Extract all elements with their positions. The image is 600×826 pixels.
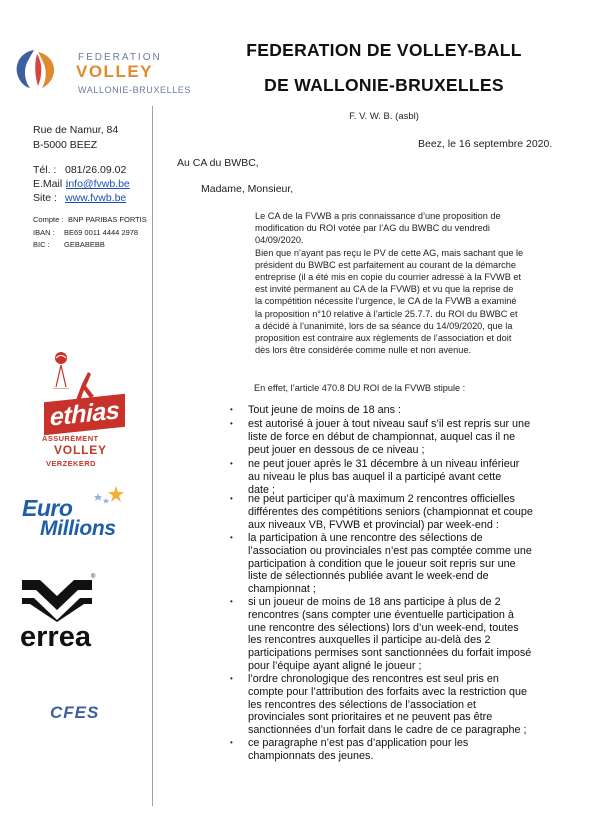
letter-paragraph-2: En effet, l’article 470.8 DU ROI de la FVWB stipule : bbox=[254, 383, 466, 393]
bullet-line: au niveau le plus bas auquel il a participé avant cette bbox=[248, 470, 502, 483]
letter-subtitle: F. V. W. B. (asbl) bbox=[349, 111, 419, 122]
bullet-line: participations permises sont sanctionnées du forfait imposé bbox=[248, 647, 532, 660]
paragraph-line: dès lors être considérée comme nulle et non avenue. bbox=[255, 345, 472, 356]
bullet-line: championnat ; bbox=[248, 583, 316, 596]
bullet-line: liste de sélectionnés publiée avant le week-end de bbox=[248, 570, 489, 583]
bullet-line: les rencontres des sélections de l’association et bbox=[248, 698, 477, 711]
bullet-line: une rencontre des sélections) lors d’un week-end, toutes bbox=[248, 621, 519, 634]
paragraph-line: entreprise (il a été mis en copie du courrier adressé à la FVWB et bbox=[255, 272, 522, 283]
bullet-line: ne peut jouer après le 31 décembre à un niveau inférieur bbox=[248, 458, 520, 470]
bullet-line: compte pour l’attribution des forfaits avec la restriction que bbox=[248, 685, 528, 698]
bullet-line: aux niveaux VB, FVWB et provincial) par week-end : bbox=[248, 518, 499, 531]
logo-volley-text: VOLLEY bbox=[76, 62, 154, 81]
euromillions-logo-line2: Millions bbox=[40, 517, 116, 540]
bullet-line: rencontres (sans compter une éventuelle participation à bbox=[248, 608, 514, 621]
ethias-logo: ethias bbox=[44, 394, 125, 436]
ethias-tagline-1: ASSURÉMENT bbox=[42, 434, 99, 443]
registered-mark-icon: ® bbox=[91, 574, 96, 580]
fvwb-logo-icon bbox=[12, 46, 62, 90]
volleyball-icon bbox=[50, 349, 72, 394]
errea-logo: errea bbox=[20, 621, 91, 653]
email-label: E.Mail : bbox=[33, 178, 69, 190]
bullet-line: championnats des jeunes. bbox=[248, 749, 374, 762]
address-city: B-5000 BEEZ bbox=[33, 139, 98, 151]
bullet-dot: • bbox=[230, 494, 233, 503]
bullet-line: participation à condition que le joueur soit repris sur une bbox=[248, 557, 516, 570]
bic-value: GEBABEBB bbox=[64, 240, 105, 249]
paragraph-line: est invité permanent au CA de la FVWB) et vu que la reprise de bbox=[255, 284, 514, 295]
bullet-dot: • bbox=[230, 459, 233, 468]
paragraph-line: a décidé à l’unanimité, lors de sa séance du 14/09/2020, que la bbox=[255, 320, 513, 331]
letter-title-line2: DE WALLONIE-BRUXELLES bbox=[264, 75, 504, 95]
site-label: Site : bbox=[33, 192, 57, 204]
bullet-line: la participation à une rencontre des sélections de bbox=[248, 532, 483, 544]
ethias-tagline-2: VOLLEY bbox=[54, 443, 107, 457]
address-street: Rue de Namur, 84 bbox=[33, 124, 119, 136]
logo-federation-text: FEDERATION bbox=[78, 52, 162, 63]
paragraph-line: Bien que n’ayant pas reçu le PV de cette AG, mais sachant que le bbox=[255, 247, 524, 258]
bullet-line: peut jouer en dessous de ce niveau ; bbox=[248, 443, 425, 456]
compte-label: Compte : bbox=[33, 215, 64, 224]
letter-paragraph-1 bbox=[255, 210, 595, 356]
paragraph-line: la proposition n°10 relative à l’article 25.7.7. du ROI du BWBC et bbox=[255, 308, 518, 319]
bullet-line: sanctionnées d’un forfait dans le cadre de ce paragraphe ; bbox=[248, 724, 527, 737]
letter-title-line1: FEDERATION DE VOLLEY-BALL bbox=[246, 40, 522, 60]
bullet-line: si un joueur de moins de 18 ans participe à plus de 2 bbox=[248, 596, 501, 608]
cfes-logo: CFES bbox=[50, 703, 100, 722]
bullet-line: l’association ou provinciales n’est pas comptée comme une bbox=[248, 544, 532, 557]
bullet-line: ne peut participer qu’à maximum 2 rencontres officielles bbox=[248, 493, 515, 505]
bic-label: BIC : bbox=[33, 240, 50, 249]
sidebar-divider bbox=[152, 106, 153, 806]
bullet-dot: • bbox=[230, 597, 233, 606]
bullet-dot: • bbox=[230, 405, 233, 414]
tel-label: Tél. : bbox=[33, 164, 57, 176]
bullet-line: date ; bbox=[248, 483, 276, 496]
bullet-dot: • bbox=[230, 738, 233, 747]
bullet-line: liste de force en début de championnat, auquel cas il ne bbox=[248, 430, 516, 443]
bullet-line: est autorisé à jouer à tout niveau sauf s’il est repris sur une bbox=[248, 418, 531, 430]
paragraph-line: proposition est contraire aux règlements de l’association et doit bbox=[255, 333, 512, 344]
bullet-line: différentes des compétitions seniors (championnat et coupe bbox=[248, 505, 533, 518]
paragraph-line: président du BWBC est parfaitement au courant de la démarche bbox=[255, 259, 516, 270]
errea-emblem-icon bbox=[22, 574, 92, 627]
paragraph-line: modification du ROI votée par l’AG du BWBC du vendredi bbox=[255, 223, 490, 234]
euromillions-logo-line1: Euro bbox=[22, 495, 73, 521]
bullet-dot: • bbox=[230, 674, 233, 683]
letter-date: Beez, le 16 septembre 2020. bbox=[418, 138, 553, 150]
letter-recipient: Au CA du BWBC, bbox=[177, 157, 259, 169]
paragraph-line: la compétition nécessite l’urgence, le CA de la FVWB a examiné bbox=[255, 296, 517, 307]
tel-value: 081/26.09.02 bbox=[65, 164, 127, 176]
iban-value: BE69 0011 4444 2978 bbox=[64, 228, 139, 237]
bullet-dot: • bbox=[230, 419, 233, 428]
site-link[interactable]: www.fvwb.be bbox=[65, 192, 127, 204]
email-link[interactable]: info@fvwb.be bbox=[66, 178, 130, 190]
compte-value: BNP PARIBAS FORTIS bbox=[68, 215, 147, 224]
star-icon bbox=[86, 484, 126, 509]
bullet-line: les rencontres auxquelles il participe au-delà des 2 bbox=[248, 634, 491, 647]
ethias-tagline-3: VERZEKERD bbox=[46, 459, 96, 468]
letter-salutation: Madame, Monsieur, bbox=[201, 183, 294, 195]
paragraph-line: Le CA de la FVWB a pris connaissance d’une proposition de bbox=[255, 211, 501, 221]
bullet-line: pour l’équipe ayant aligné le joueur ; bbox=[248, 659, 422, 672]
bullet-intro-text: Tout jeune de moins de 18 ans : bbox=[248, 404, 402, 416]
iban-label: IBAN : bbox=[33, 228, 55, 237]
logo-region-text: WALLONIE-BRUXELLES bbox=[78, 85, 191, 95]
bullet-line: l’ordre chronologique des rencontres est seul pris en bbox=[248, 673, 499, 685]
bullet-line: provinciales sont prioritaires et ne peuvent pas être bbox=[248, 711, 493, 724]
bullet-dot: • bbox=[230, 533, 233, 542]
bullet-line: ce paragraphe n’est pas d’application pour les bbox=[248, 737, 469, 749]
paragraph-line: 04/09/2020. bbox=[255, 235, 304, 246]
